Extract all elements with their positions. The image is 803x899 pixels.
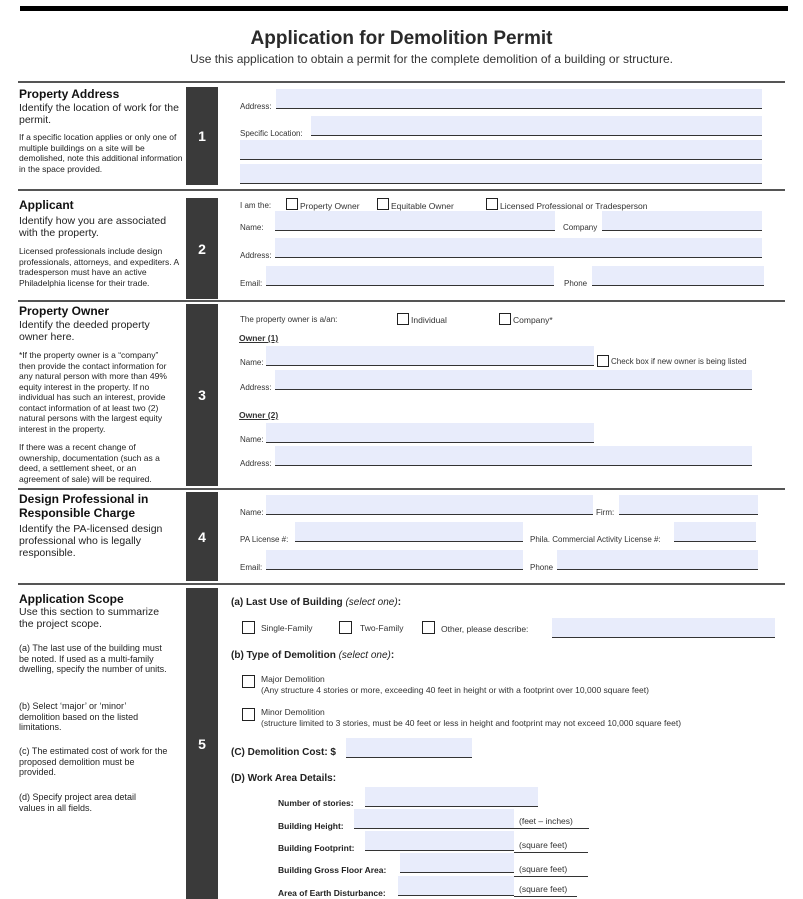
- top-rule: [20, 6, 788, 11]
- section-1-description: Identify the location of work for the permit.: [19, 102, 179, 126]
- owner-2-name-label: Name:: [240, 435, 264, 444]
- major-demolition-description: (Any structure 4 stories or more, exceeding 40 feet in height or with a footprint over 10,000 square feet): [261, 685, 649, 695]
- section-3-number: 3: [186, 304, 218, 486]
- unit-underline: [514, 876, 588, 877]
- building-footprint-unit: (square feet): [519, 840, 568, 850]
- firm-label: Firm:: [596, 508, 615, 517]
- demolition-type-hint: (select one): [338, 650, 391, 661]
- colon: :: [397, 597, 402, 608]
- property-owner-option: Property Owner: [300, 201, 360, 211]
- applicant-address-label: Address:: [240, 251, 272, 260]
- property-address-field[interactable]: [276, 89, 762, 109]
- other-use-option: Other, please describe:: [441, 624, 529, 634]
- major-demolition-checkbox[interactable]: [242, 675, 255, 688]
- unit-underline: [514, 828, 589, 829]
- section-3-note-ownership: If there was a recent change of ownership, documentation (such as a deed, a settlement sheet, or an agreement of sale) will be required.: [19, 442, 160, 484]
- section-5-note-a: (a) The last use of the building must be noted. If used as a multi-family dwelling, specify the number of units.: [19, 643, 167, 674]
- section-2-note: Licensed professionals include design professionals, attorneys, and expediters. A tradesperson must have an active Philadelphia license for their trade.: [19, 246, 179, 288]
- new-owner-label: Check box if new owner is being listed: [611, 357, 747, 366]
- individual-checkbox[interactable]: [397, 313, 409, 325]
- new-owner-checkbox[interactable]: [597, 355, 609, 367]
- section-5-title: Application Scope: [19, 592, 124, 606]
- earth-disturbance-unit: (square feet): [519, 884, 568, 894]
- individual-option: Individual: [411, 315, 447, 325]
- demolition-cost-label: (C) Demolition Cost: $: [231, 747, 336, 758]
- section-divider: [18, 488, 785, 490]
- gross-floor-area-label: Building Gross Floor Area:: [278, 865, 387, 875]
- gross-floor-area-unit: (square feet): [519, 864, 568, 874]
- section-2-number: 2: [186, 198, 218, 299]
- licensed-professional-checkbox[interactable]: [486, 198, 498, 210]
- minor-demolition-description: (structure limited to 3 stories, must be 40 feet or less in height and footprint may not exceed 10,000 square feet): [261, 718, 682, 728]
- unit-underline: [514, 896, 577, 897]
- owner-1-name-label: Name:: [240, 358, 264, 367]
- other-use-description-field[interactable]: [552, 618, 775, 638]
- company-label: Company: [563, 223, 598, 232]
- gross-floor-area-field[interactable]: [400, 853, 514, 873]
- section-divider: [18, 189, 785, 191]
- section-5-number: 5: [186, 588, 218, 899]
- i-am-label: I am the:: [240, 201, 272, 210]
- colon: :: [390, 650, 395, 661]
- applicant-email-label: Email:: [240, 279, 263, 288]
- applicant-address-field[interactable]: [275, 238, 762, 258]
- address-label: Address:: [240, 102, 272, 111]
- two-family-checkbox[interactable]: [339, 621, 352, 634]
- section-2-description: Identify how you are associated with the property.: [19, 215, 167, 239]
- owner-1-heading: Owner (1): [239, 333, 279, 343]
- last-use-heading: [231, 597, 401, 608]
- commercial-license-field[interactable]: [674, 522, 756, 542]
- building-height-unit: (feet – inches): [519, 816, 573, 826]
- demolition-cost-field[interactable]: [346, 738, 472, 758]
- last-use-heading-text: (a) Last Use of Building: [231, 597, 343, 608]
- section-1-number: 1: [186, 87, 218, 185]
- earth-disturbance-field[interactable]: [398, 876, 514, 896]
- building-footprint-field[interactable]: [365, 831, 514, 851]
- commercial-license-label: Phila. Commercial Activity License #:: [530, 535, 661, 544]
- section-2-title: Applicant: [19, 198, 74, 212]
- owner-2-address-field[interactable]: [275, 446, 752, 466]
- designer-firm-field[interactable]: [619, 495, 758, 515]
- company-option: Company*: [513, 315, 553, 325]
- equitable-owner-option: Equitable Owner: [391, 201, 454, 211]
- designer-name-field[interactable]: [266, 495, 593, 515]
- specific-location-field[interactable]: [311, 116, 762, 136]
- single-family-option: Single-Family: [261, 623, 313, 633]
- company-checkbox[interactable]: [499, 313, 511, 325]
- owner-1-address-label: Address:: [240, 383, 272, 392]
- earth-disturbance-label: Area of Earth Disturbance:: [278, 888, 386, 898]
- section-divider: [18, 81, 785, 83]
- designer-name-label: Name:: [240, 508, 264, 517]
- other-use-checkbox[interactable]: [422, 621, 435, 634]
- section-1-note: If a specific location applies or only one of multiple buildings on a site will be demolished, note this additional information in the space provided.: [19, 132, 183, 174]
- specific-location-label: Specific Location:: [240, 129, 303, 138]
- major-demolition-title: Major Demolition: [261, 674, 325, 684]
- demolition-type-heading-text: (b) Type of Demolition: [231, 650, 336, 661]
- pa-license-label: PA License #:: [240, 535, 289, 544]
- property-owner-checkbox[interactable]: [286, 198, 298, 210]
- single-family-checkbox[interactable]: [242, 621, 255, 634]
- specific-location-field-line3[interactable]: [240, 164, 762, 184]
- owner-2-name-field[interactable]: [266, 423, 594, 443]
- pa-license-field[interactable]: [295, 522, 523, 542]
- owner-2-heading: Owner (2): [239, 410, 279, 420]
- section-4-title: Design Professional in Responsible Charge: [19, 492, 149, 520]
- owner-2-address-label: Address:: [240, 459, 272, 468]
- section-5-note-c: (c) The estimated cost of work for the proposed demolition must be provided.: [19, 746, 168, 777]
- section-divider: [18, 300, 785, 302]
- specific-location-field-line2[interactable]: [240, 140, 762, 160]
- minor-demolition-title: Minor Demolition: [261, 707, 325, 717]
- last-use-hint: (select one): [345, 597, 398, 608]
- equitable-owner-checkbox[interactable]: [377, 198, 389, 210]
- applicant-phone-field[interactable]: [592, 266, 764, 286]
- stories-label: Number of stories:: [278, 798, 354, 808]
- stories-field[interactable]: [365, 787, 538, 807]
- section-3-description: Identify the deeded property owner here.: [19, 319, 150, 343]
- section-1-title: Property Address: [19, 87, 120, 101]
- owner-1-name-field[interactable]: [266, 346, 594, 366]
- applicant-name-field[interactable]: [275, 211, 555, 231]
- section-divider: [18, 583, 785, 585]
- two-family-option: Two-Family: [360, 623, 404, 633]
- building-height-label: Building Height:: [278, 821, 344, 831]
- section-4-description: Identify the PA-licensed design professional who is legally responsible.: [19, 523, 163, 559]
- applicant-email-field[interactable]: [266, 266, 554, 286]
- page-subtitle: Use this application to obtain a permit for the complete demolition of a building or structure.: [190, 52, 673, 66]
- building-height-field[interactable]: [354, 809, 514, 829]
- demolition-type-heading: [231, 650, 394, 661]
- designer-email-label: Email:: [240, 563, 263, 572]
- designer-email-field[interactable]: [266, 550, 523, 570]
- section-3-note-company: *If the property owner is a “company” then provide the contact information for any natural person with more than 49% equity interest in the property. If no individual has such an interest, provide contact information of at least two (2) natural persons with the largest equity interest in the property.: [19, 350, 167, 434]
- licensed-professional-option: Licensed Professional or Tradesperson: [500, 201, 648, 211]
- applicant-company-field[interactable]: [602, 211, 762, 231]
- section-5-note-b: (b) Select ‘major’ or ‘minor’ demolition based on the listed limitations.: [19, 701, 139, 732]
- applicant-phone-label: Phone: [564, 279, 588, 288]
- section-3-title: Property Owner: [19, 304, 110, 318]
- designer-phone-label: Phone: [530, 563, 554, 572]
- applicant-name-label: Name:: [240, 223, 264, 232]
- section-4-number: 4: [186, 492, 218, 581]
- designer-phone-field[interactable]: [557, 550, 758, 570]
- work-area-heading: (D) Work Area Details:: [231, 773, 337, 784]
- section-5-note-d: (d) Specify project area detail values in all fields.: [19, 792, 137, 813]
- building-footprint-label: Building Footprint:: [278, 843, 355, 853]
- minor-demolition-checkbox[interactable]: [242, 708, 255, 721]
- section-5-description: Use this section to summarize the project scope.: [19, 606, 160, 630]
- page-title: Application for Demolition Permit: [250, 28, 553, 49]
- unit-underline: [514, 852, 588, 853]
- owner-type-label: The property owner is a/an:: [240, 315, 338, 324]
- owner-1-address-field[interactable]: [275, 370, 752, 390]
